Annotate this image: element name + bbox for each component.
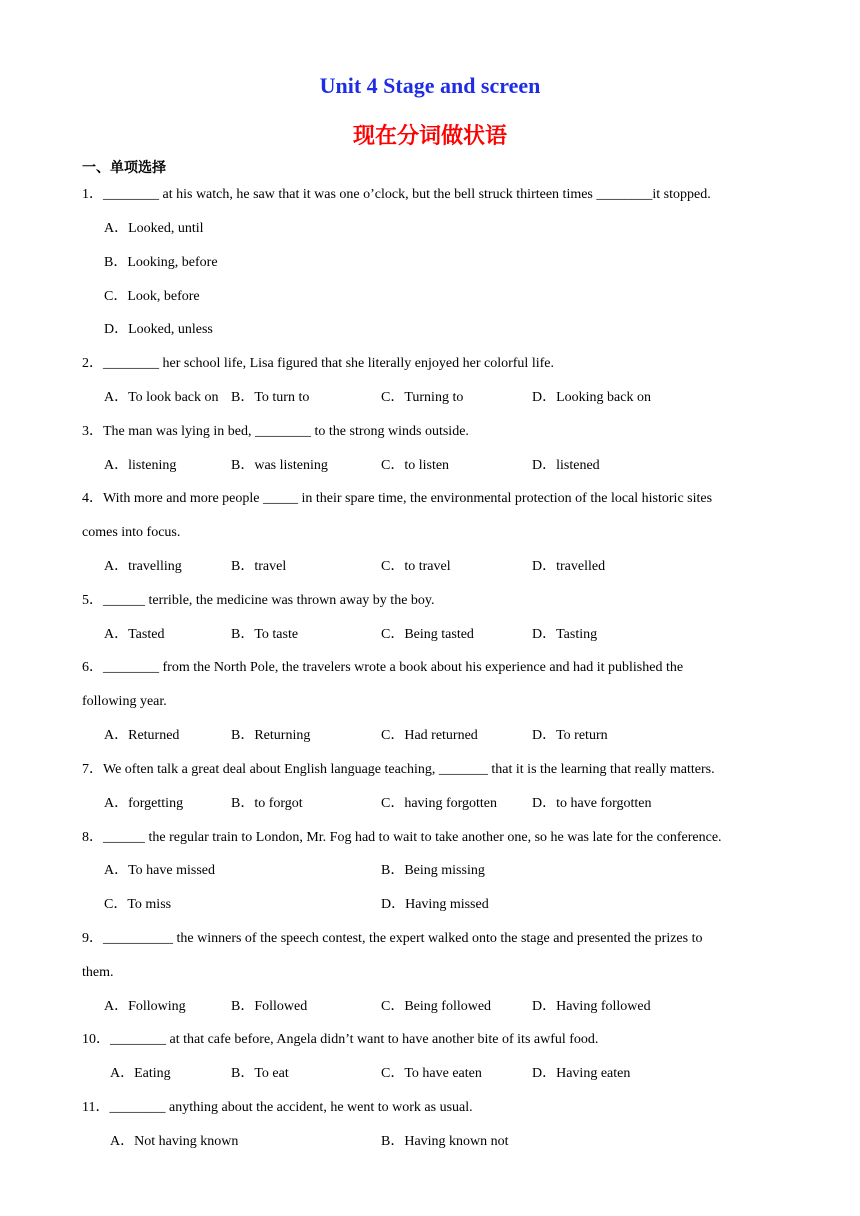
q7-option-b: B．to forgot [231,796,303,811]
q6-option-a: A．Returned [104,728,180,743]
q4-option-a: A．travelling [104,559,182,574]
question-3: 3．The man was lying in bed, ________ to the strong winds outside. [82,424,469,439]
q7-option-a: A．forgetting [104,796,184,811]
q8-option-b: B．Being missing [381,863,485,878]
q7-option-d: D．to have forgotten [532,796,652,811]
q2-option-c: C．Turning to [381,390,464,405]
section-heading: 一、单项选择 [82,160,166,176]
question-9-continued: them. [82,965,114,980]
q9-option-c: C．Being followed [381,999,492,1014]
document-title: Unit 4 Stage and screen [319,73,541,98]
document-subtitle: 现在分词做状语 [352,124,507,149]
question-2: 2．________ her school life, Lisa figured that she literally enjoyed her colorful life. [82,356,554,371]
question-6-continued: following year. [82,694,167,709]
q1-option-c: C．Look, before [104,289,200,304]
q3-option-b: B．was listening [231,458,328,473]
q9-option-b: B．Followed [231,999,308,1014]
question-11: 11．________ anything about the accident, he went to work as usual. [82,1100,473,1115]
q1-option-a: A．Looked, until [104,221,204,236]
q11-option-a: A．Not having known [110,1134,239,1149]
q8-option-a: A．To have missed [104,863,216,878]
q2-option-d: D．Looking back on [532,390,651,405]
q4-option-b: B．travel [231,559,287,574]
question-4-continued: comes into focus. [82,525,181,540]
q5-option-d: D．Tasting [532,627,598,642]
q11-option-b: B．Having known not [381,1134,509,1149]
question-1: 1．________ at his watch, he saw that it was one o’clock, but the bell struck thirteen times ________it stopped. [82,187,711,202]
q10-option-b: B．To eat [231,1066,289,1081]
question-7: 7．We often talk a great deal about English language teaching, _______ that it is the learning that really matters. [82,762,715,777]
question-8: 8．______ the regular train to London, Mr. Fog had to wait to take another one, so he was late for the conference. [82,830,722,845]
question-9: 9．__________ the winners of the speech contest, the expert walked onto the stage and presented the prizes to [82,931,703,946]
q10-option-a: A．Eating [110,1066,171,1081]
q4-option-c: C．to travel [381,559,451,574]
q6-option-d: D．To return [532,728,608,743]
q6-option-b: B．Returning [231,728,311,743]
q9-option-d: D．Having followed [532,999,651,1014]
q2-option-b: B．To turn to [231,390,310,405]
q3-option-c: C．to listen [381,458,450,473]
question-4: 4．With more and more people _____ in their spare time, the environmental protection of the local historic sites [82,491,713,506]
q5-option-a: A．Tasted [104,627,165,642]
q1-option-d: D．Looked, unless [104,322,213,337]
question-6: 6．________ from the North Pole, the travelers wrote a book about his experience and had it published the [82,660,684,675]
q7-option-c: C．having forgotten [381,796,498,811]
q5-option-b: B．To taste [231,627,299,642]
q1-option-b: B．Looking, before [104,255,218,270]
q2-option-a: A．To look back on [104,390,219,405]
q9-option-a: A．Following [104,999,186,1014]
q6-option-c: C．Had returned [381,728,478,743]
q5-option-c: C．Being tasted [381,627,474,642]
q8-option-c: C．To miss [104,897,172,912]
q8-option-d: D．Having missed [381,897,489,912]
question-5: 5．______ terrible, the medicine was thrown away by the boy. [82,593,435,608]
question-10: 10．________ at that cafe before, Angela didn’t want to have another bite of its awful food. [82,1032,599,1047]
q10-option-c: C．To have eaten [381,1066,482,1081]
q10-option-d: D．Having eaten [532,1066,631,1081]
q3-option-a: A．listening [104,458,177,473]
q4-option-d: D．travelled [532,559,606,574]
q3-option-d: D．listened [532,458,600,473]
